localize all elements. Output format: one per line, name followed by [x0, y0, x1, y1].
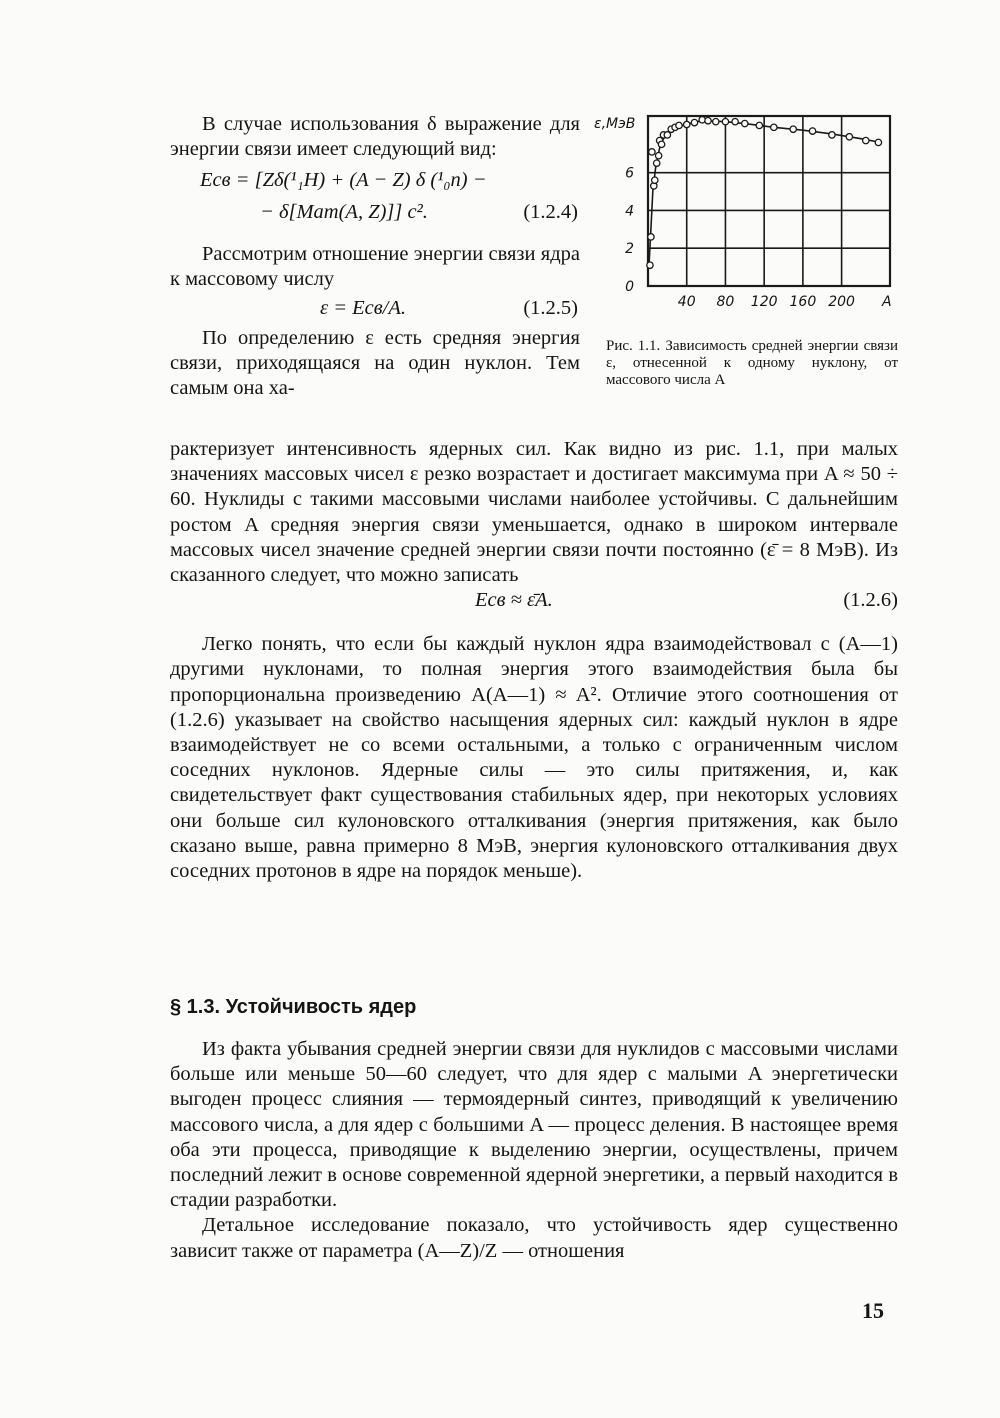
- paragraph-stability: Детальное исследование показало, что устойчивость ядер существенно зависит также от параметра (A—Z)/Z — отношения: [170, 1214, 898, 1262]
- chart-data-point: [713, 118, 719, 124]
- chart-data-point: [676, 122, 682, 128]
- full-width-text: [170, 437, 898, 884]
- chart-x-tick-label: 200: [828, 294, 855, 310]
- chart-data-point: [742, 120, 748, 126]
- chart-y-tick-label: 0: [625, 279, 634, 295]
- equation-1-2-5-number: (1.2.5): [523, 297, 578, 319]
- chart-data-point: [732, 118, 738, 124]
- chart-y-tick-label: 4: [625, 203, 634, 220]
- paragraph-saturation: Легко понять, что если бы каждый нуклон ядра взаимодействовал с (A—1) другими нуклонами, то полная энергия этого взаимодействия была бы пропорциональна произведению A(A—1) ≈ A². Отличие этого соотношения от (1.2.6) указывает на свойство насыщения ядерных сил: каждый нуклон в ядре взаимодействует не со всеми остальными, а только с ограниченным числом соседних нуклонов. Ядерные силы — это силы притяжения, и, как свидетельствует факт существования стабильных ядер, при некоторых условиях они больше сил кулоновского отталкивания (энергия притяжения, как было сказано выше, равна примерно 8 МэВ, энергия кулоновского отталкивания двух соседних протонов в ядре на порядок меньше).: [170, 633, 898, 883]
- chart-frame: [648, 116, 890, 286]
- chart-data-point: [790, 126, 796, 132]
- equation-1-2-4-line1: [170, 162, 580, 198]
- chart-x-label: A: [882, 294, 892, 310]
- equation-1-2-4-number: (1.2.4): [523, 201, 578, 223]
- section-heading: § 1.3. Устойчивость ядер: [170, 996, 417, 1018]
- chart-data-point: [649, 149, 655, 155]
- chart-x-tick-label: 80: [716, 294, 735, 310]
- chart-data-point: [655, 152, 661, 158]
- chart-data-point: [863, 137, 869, 143]
- figure-caption: Рис. 1.1. Зависимость средней энергии связи ε, отнесенной к одному нуклону, от массового числа A: [606, 338, 898, 388]
- chart-data-point: [771, 124, 777, 130]
- chart-data-point: [875, 139, 881, 145]
- chart-data-point: [846, 134, 852, 140]
- paragraph-interpretation: рактеризует интенсивность ядерных сил. Как видно из рис. 1.1, при малых значениях массовых чисел ε резко возрастает и достигает максимума при A ≈ 50 ÷ 60. Нуклиды с такими массовыми числами наиболее устойчивы. С дальнейшим ростом A средняя энергия связи уменьшается, однако в широком интервале массовых чисел значение средней энергии связи почти постоянно (ε̄ = 8 МэВ). Из сказанного следует, что можно записать: [170, 438, 898, 587]
- chart-data-point: [705, 118, 711, 124]
- equation-1-2-4-b: − δ[Mат(A, Z)]] c².: [260, 201, 428, 223]
- chart-y-tick-label: 6: [625, 165, 634, 182]
- chart-data-point: [652, 177, 658, 183]
- paragraph-ratio: Рассмотрим отношение энергии связи ядра к массовому числу: [170, 243, 580, 290]
- chart-data-point: [691, 119, 697, 125]
- chart-x-tick-label: 120: [750, 294, 778, 310]
- paragraph-intro: В случае использования δ выражение для энергии связи имеет следующий вид:: [170, 113, 580, 160]
- equation-1-2-4-line2: [170, 198, 580, 242]
- chart-y-tick-label: 2: [625, 241, 634, 258]
- equation-1-2-6-number: (1.2.6): [843, 589, 898, 612]
- left-column: [170, 112, 580, 401]
- chart-data-point: [809, 128, 815, 134]
- paragraph-fusion-fission: Из факта убывания средней энергии связи для нуклидов с массовыми числами больше или меньше 50—60 следует, что для ядер с малыми A энергетически выгоден процесс слияния — термоядерный синтез, приводящий к увеличению массового числа, а для ядер с большими A — процесс деления. В настоящее время оба эти процесса, приводящие к выделению энергии, осуществлены, причем последний лежит в основе современной ядерной энергетики, а первый находится в стадии разработки.: [170, 1038, 898, 1212]
- chart-data-point: [684, 121, 690, 127]
- equation-1-2-5: [170, 292, 580, 326]
- chart-data-point: [654, 160, 660, 166]
- chart-data-point: [658, 141, 664, 147]
- chart-x-tick-label: 40: [677, 294, 696, 310]
- binding-energy-chart: [590, 108, 905, 318]
- page-number: 15: [862, 1298, 884, 1323]
- chart-x-tick-label: 160: [789, 294, 817, 310]
- equation-1-2-4-a: Eсв = [Zδ(¹₁H) + (A − Z) δ (¹₀n) −: [200, 169, 487, 191]
- chart-data-point: [648, 234, 654, 240]
- chart-data-point: [756, 122, 762, 128]
- chart-y-label: ε,МэВ: [594, 116, 636, 132]
- paragraph-definition: По определению ε есть средняя энергия связи, приходящаяся на один нуклон. Тем самым она ха-: [170, 327, 580, 399]
- equation-1-2-6: [170, 588, 898, 618]
- section-text: [170, 1037, 898, 1264]
- equation-1-2-5-formula: ε = Eсв/A.: [320, 297, 407, 319]
- chart-data-point: [829, 132, 835, 138]
- equation-1-2-6-formula: Eсв ≈ ε̄A.: [475, 589, 553, 612]
- chart-data-point: [647, 262, 653, 268]
- chart-data-point: [722, 118, 728, 124]
